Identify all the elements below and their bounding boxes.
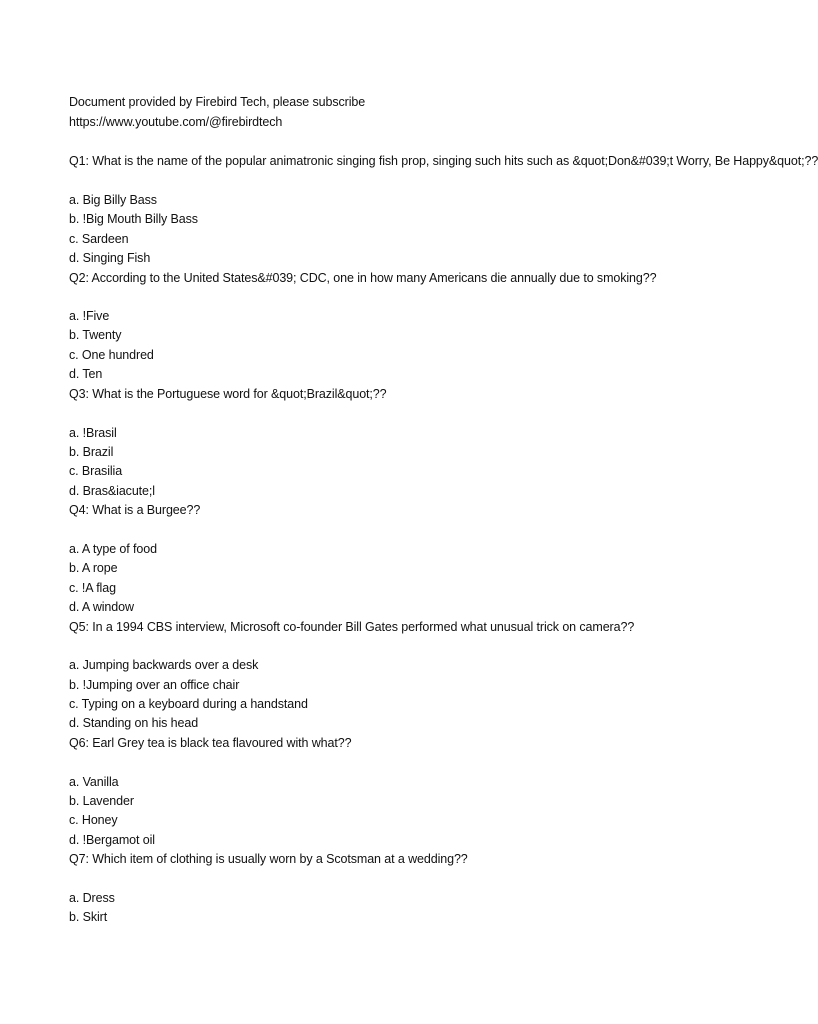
header-provided-by: Document provided by Firebird Tech, please subscribe xyxy=(69,95,366,109)
question-4: Q4: What is a Burgee?? xyxy=(69,503,201,517)
q5-option-d: d. Standing on his head xyxy=(69,716,199,730)
q5-option-c: c. Typing on a keyboard during a handstand xyxy=(69,697,308,711)
header-url: https://www.youtube.com/@firebirdtech xyxy=(69,115,283,129)
q1-option-d: d. Singing Fish xyxy=(69,251,151,265)
q7-option-b: b. Skirt xyxy=(69,910,108,924)
q3-option-b: b. Brazil xyxy=(69,445,114,459)
question-2: Q2: According to the United States&#039; CDC, one in how many Americans die annually due to smoking?? xyxy=(69,271,657,285)
question-7: Q7: Which item of clothing is usually worn by a Scotsman at a wedding?? xyxy=(69,852,468,866)
q4-option-c: c. !A flag xyxy=(69,581,116,595)
q5-option-b: b. !Jumping over an office chair xyxy=(69,678,240,692)
q1-option-b: b. !Big Mouth Billy Bass xyxy=(69,212,198,226)
q4-option-d: d. A window xyxy=(69,600,134,614)
q1-option-a: a. Big Billy Bass xyxy=(69,193,157,207)
q5-option-a: a. Jumping backwards over a desk xyxy=(69,658,259,672)
q3-option-d: d. Bras&iacute;l xyxy=(69,484,155,498)
q2-option-b: b. Twenty xyxy=(69,328,122,342)
q6-option-c: c. Honey xyxy=(69,813,118,827)
q2-option-c: c. One hundred xyxy=(69,348,154,362)
question-1: Q1: What is the name of the popular animatronic singing fish prop, singing such hits such as &quot;Don&#039;t Worry, Be Happy&quot;?? xyxy=(69,154,818,168)
question-6: Q6: Earl Grey tea is black tea flavoured with what?? xyxy=(69,736,352,750)
q6-option-b: b. Lavender xyxy=(69,794,134,808)
q1-option-c: c. Sardeen xyxy=(69,232,129,246)
q3-option-c: c. Brasilia xyxy=(69,464,123,478)
q3-option-a: a. !Brasil xyxy=(69,426,117,440)
q4-option-b: b. A rope xyxy=(69,561,118,575)
q2-option-d: d. Ten xyxy=(69,367,103,381)
question-5: Q5: In a 1994 CBS interview, Microsoft co-founder Bill Gates performed what unusual trick on camera?? xyxy=(69,620,635,634)
question-3: Q3: What is the Portuguese word for &quot;Brazil&quot;?? xyxy=(69,387,387,401)
q6-option-a: a. Vanilla xyxy=(69,775,119,789)
q7-option-a: a. Dress xyxy=(69,891,115,905)
q6-option-d: d. !Bergamot oil xyxy=(69,833,155,847)
q4-option-a: a. A type of food xyxy=(69,542,157,556)
q2-option-a: a. !Five xyxy=(69,309,110,323)
